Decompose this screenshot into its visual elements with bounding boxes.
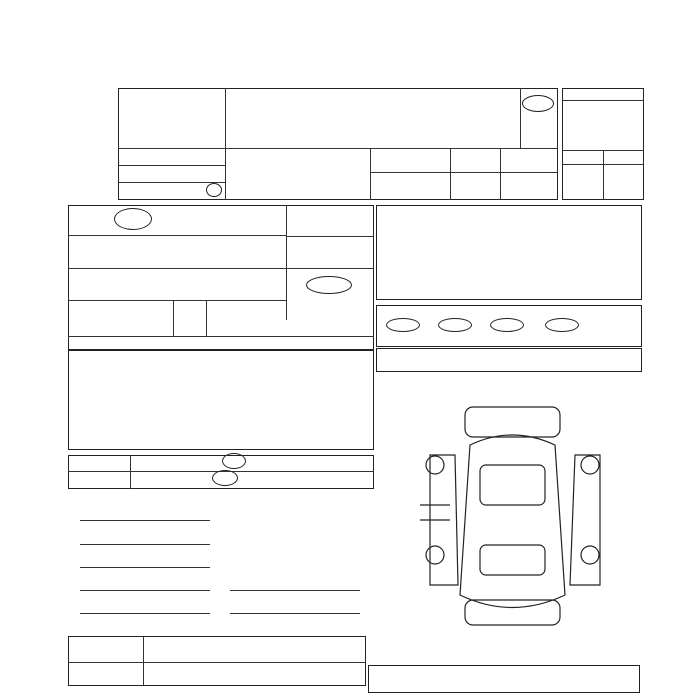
history-circle	[114, 208, 152, 230]
car-diagram	[390, 395, 640, 645]
warranty-box	[376, 348, 642, 372]
chassis-box	[68, 636, 366, 686]
fuel-circle	[306, 276, 352, 294]
vehicle-info-box	[118, 88, 558, 200]
reserved-box	[368, 665, 640, 693]
drive-2wd-circle	[522, 95, 554, 112]
notes-box	[68, 350, 374, 450]
handle-circle	[206, 183, 222, 197]
selling-points-box	[376, 205, 642, 300]
